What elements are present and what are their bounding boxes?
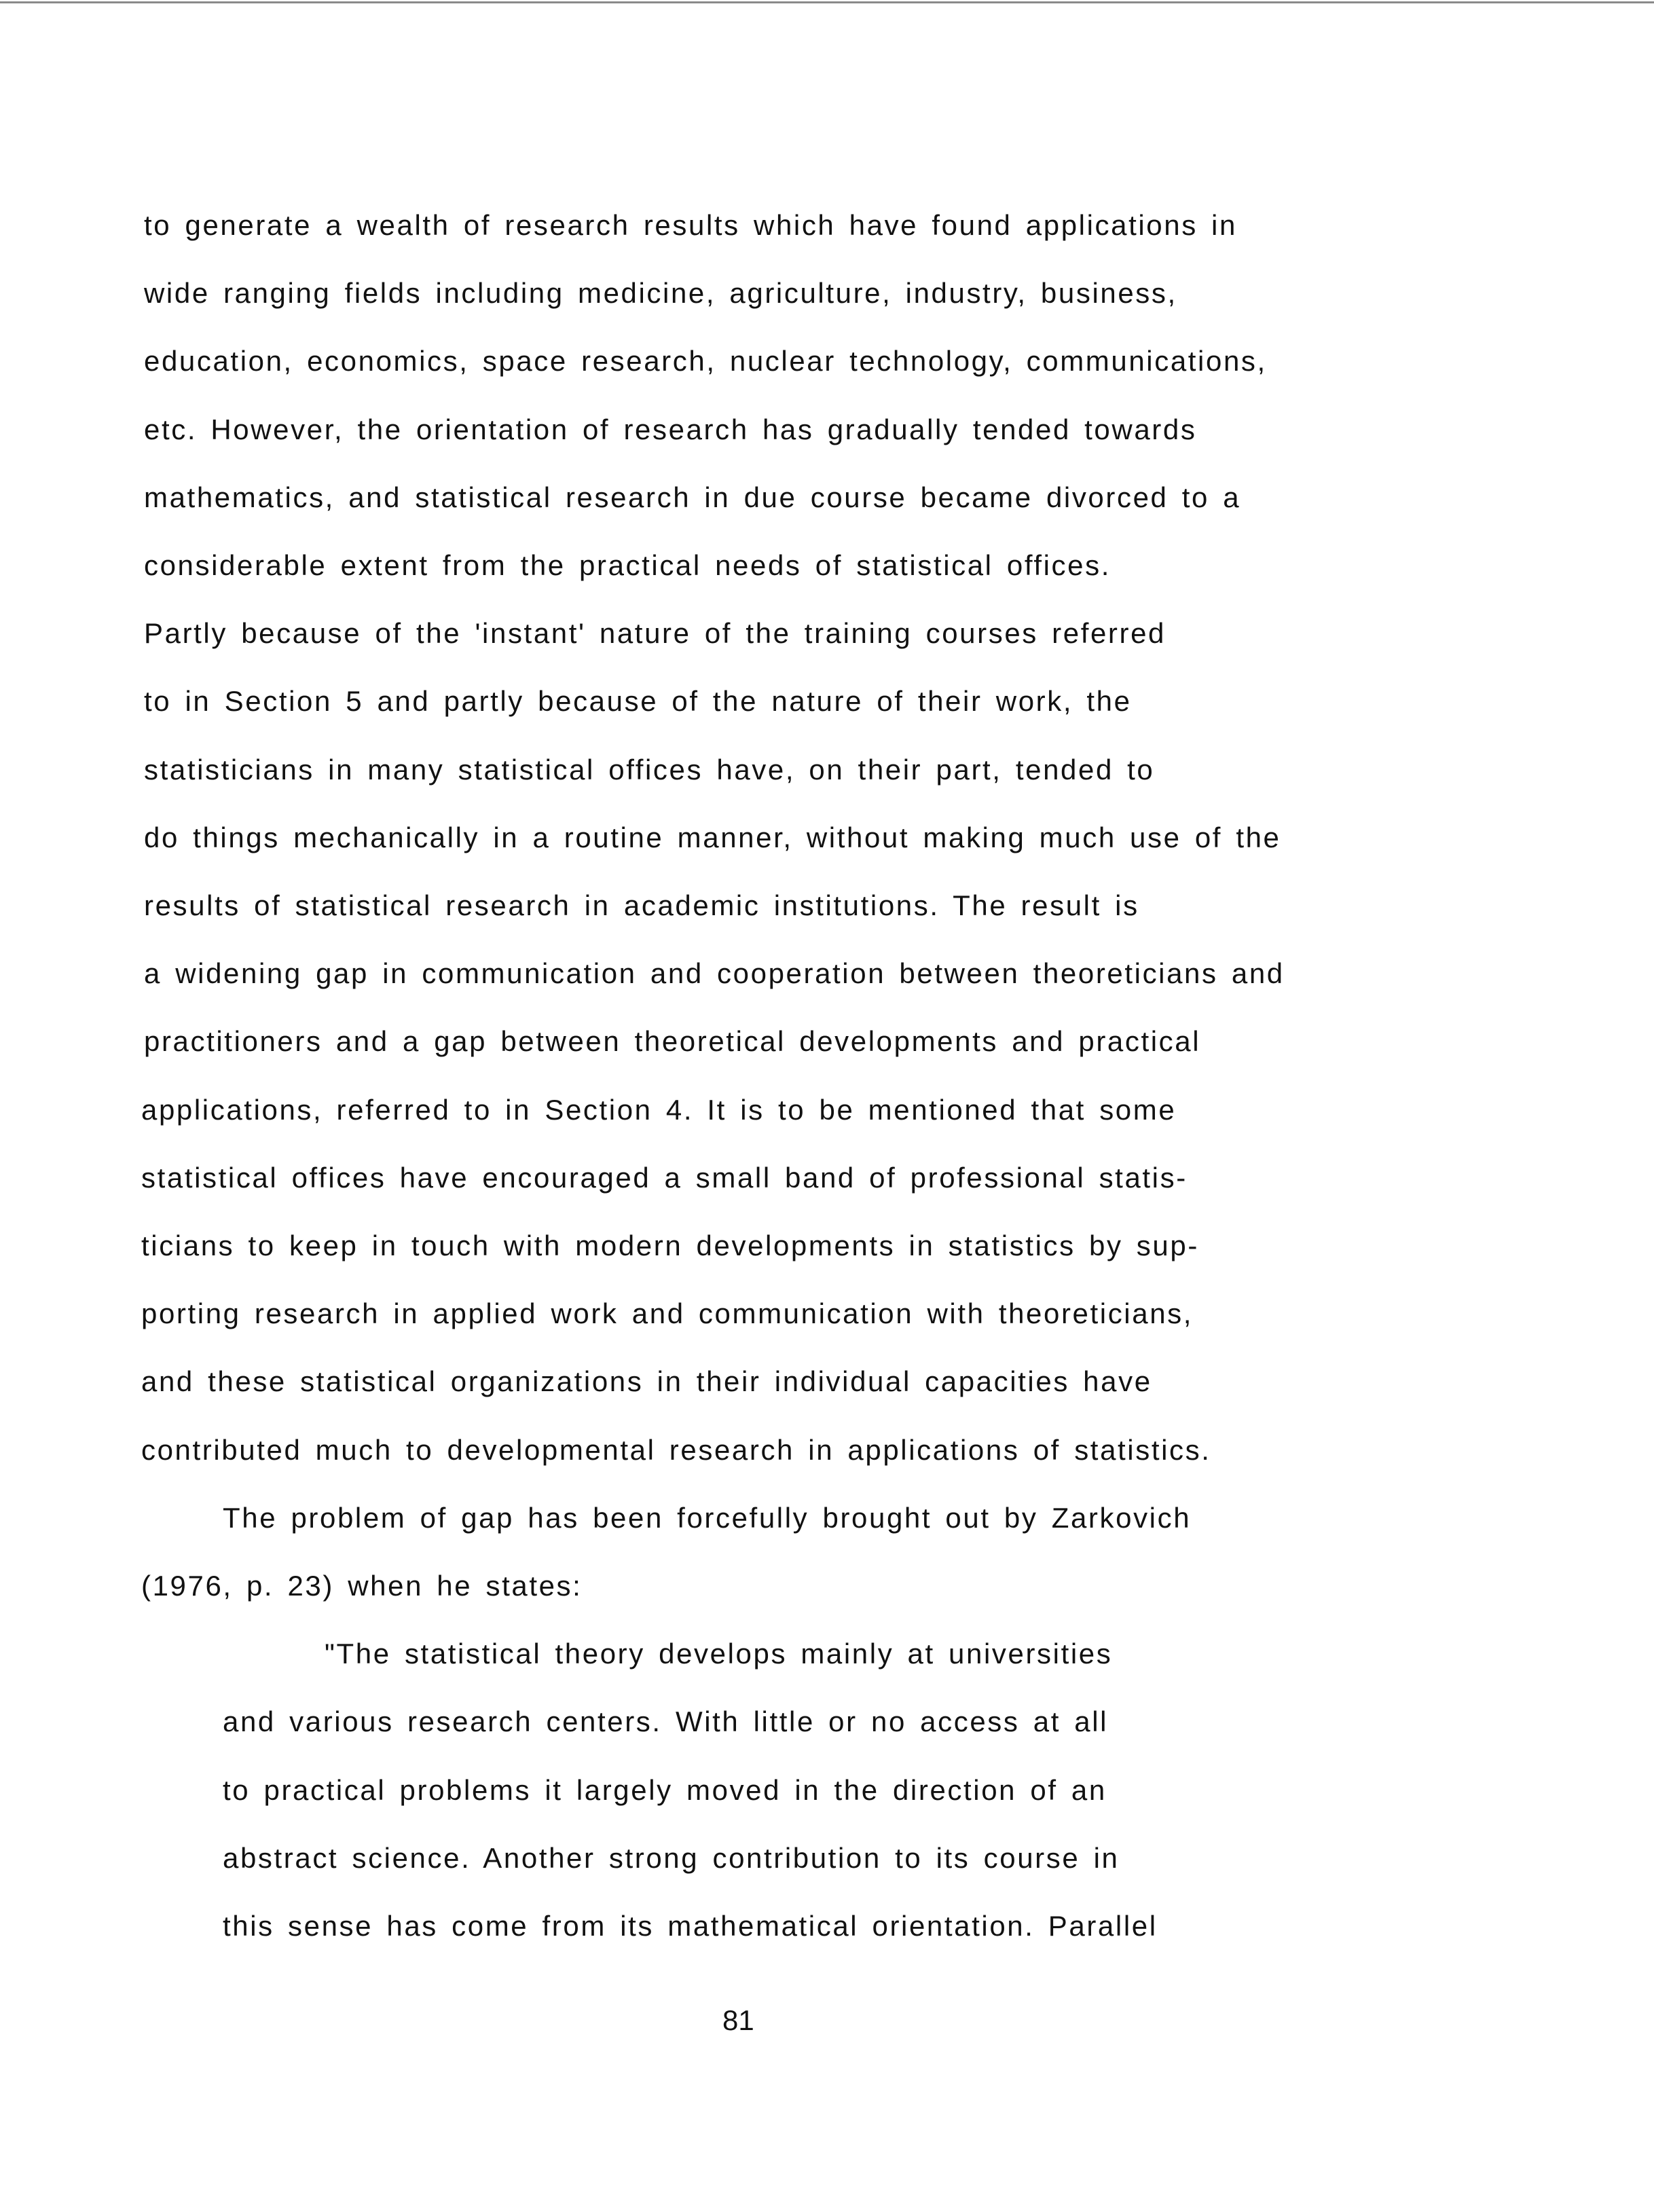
- text-line: wide ranging fields including medicine, agriculture, industry, business,: [144, 277, 1177, 310]
- text-line: applications, referred to in Section 4. It is to be mentioned that some: [141, 1093, 1177, 1126]
- quote-line: to practical problems it largely moved in the direction of an: [223, 1773, 1107, 1806]
- text-line: (1976, p. 23) when he states:: [141, 1570, 583, 1602]
- quote-line: abstract science. Another strong contribution to its course in: [223, 1841, 1120, 1874]
- text-line: education, economics, space research, nuclear technology, communications,: [144, 345, 1267, 377]
- page-number: 81: [722, 2004, 754, 2036]
- text-line: ticians to keep in touch with modern developments in statistics by sup-: [141, 1230, 1199, 1261]
- quote-line: and various research centers. With little or no access at all: [223, 1706, 1109, 1738]
- quote-line: "The statistical theory develops mainly at universities: [325, 1638, 1113, 1670]
- text-line: mathematics, and statistical research in due course became divorced to a: [144, 481, 1241, 513]
- text-line: do things mechanically in a routine manner, without making much use of the: [144, 821, 1281, 853]
- text-line: etc. However, the orientation of research has gradually tended towards: [144, 413, 1197, 445]
- text-line: The problem of gap has been forcefully brought out by Zarkovich: [223, 1501, 1192, 1534]
- text-line: results of statistical research in academic institutions. The result is: [144, 889, 1139, 921]
- top-rule: [0, 1, 1654, 3]
- text-line: a widening gap in communication and cooperation between theoreticians and: [144, 957, 1285, 990]
- text-line: Partly because of the 'instant' nature of the training courses referred: [144, 617, 1166, 650]
- text-line: to generate a wealth of research results which have found applications in: [144, 209, 1237, 241]
- text-line: practitioners and a gap between theoretical developments and practical: [144, 1025, 1201, 1058]
- text-line: porting research in applied work and communication with theoreticians,: [141, 1297, 1194, 1330]
- text-line: and these statistical organizations in their individual capacities have: [141, 1365, 1152, 1398]
- text-line: considerable extent from the practical needs of statistical offices.: [144, 549, 1111, 581]
- text-line: to in Section 5 and partly because of the nature of their work, the: [144, 685, 1132, 718]
- text-line: contributed much to developmental research in applications of statistics.: [141, 1433, 1211, 1466]
- quote-line: this sense has come from its mathematical orientation. Parallel: [223, 1910, 1158, 1942]
- text-line: statistical offices have encouraged a small band of professional statis-: [141, 1161, 1188, 1194]
- text-line: statisticians in many statistical offices have, on their part, tended to: [144, 753, 1155, 786]
